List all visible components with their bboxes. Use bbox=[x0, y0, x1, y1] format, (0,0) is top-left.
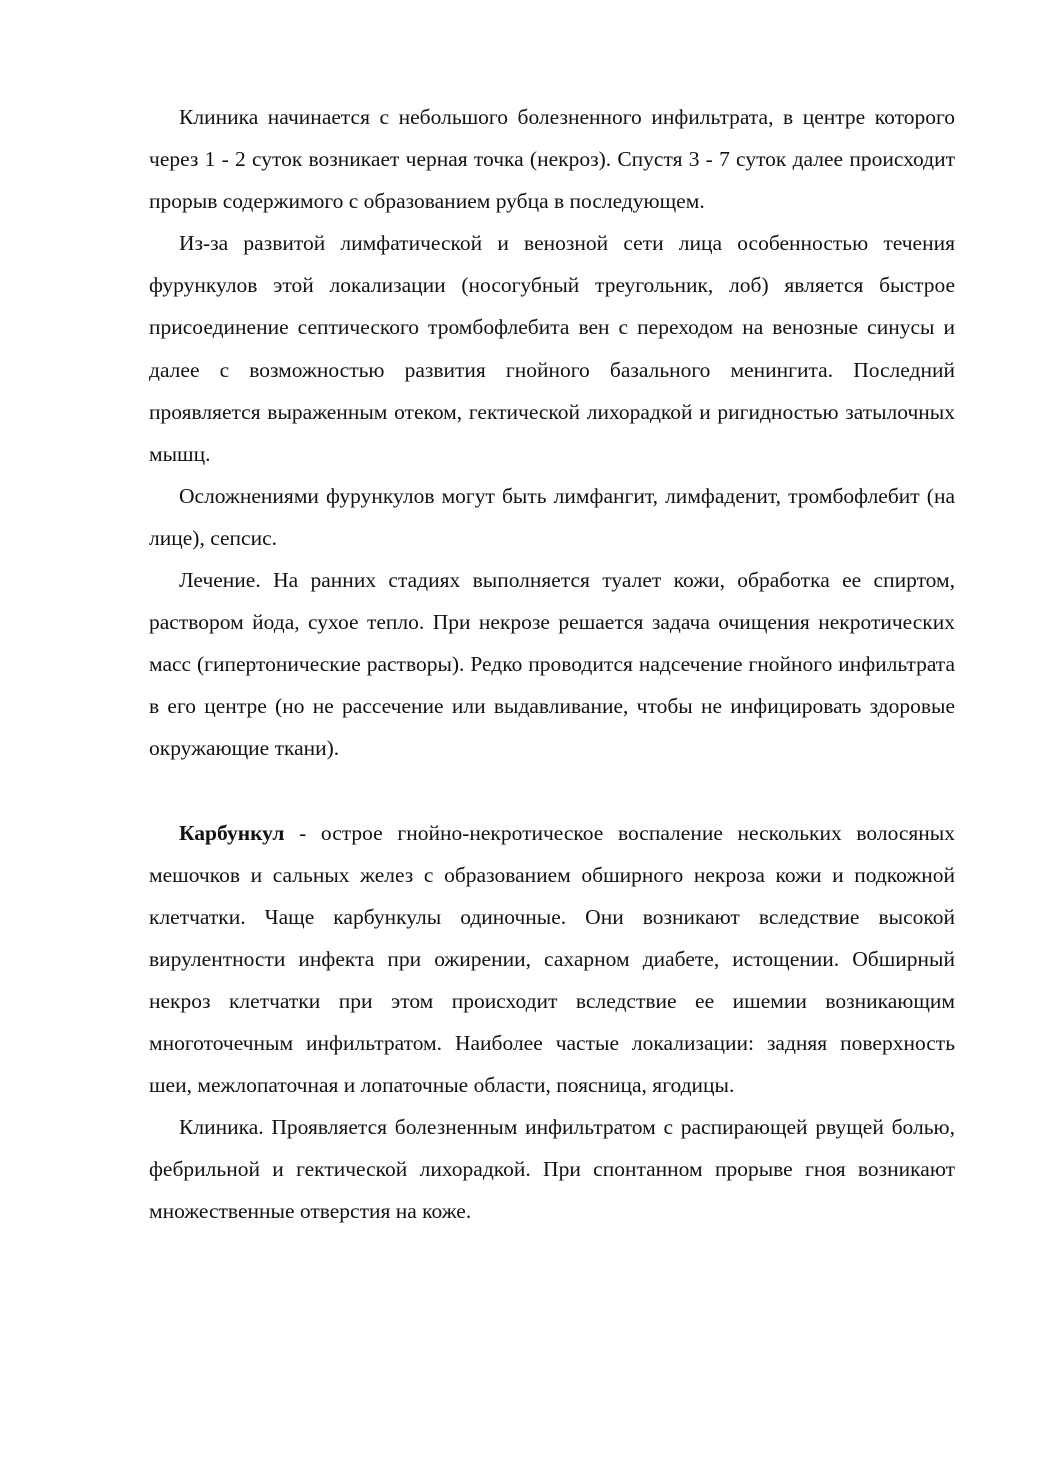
paragraph-complications: Осложнениями фурункулов могут быть лимфангит, лимфаденит, тромбофлебит (на лице), сепсис. bbox=[149, 483, 955, 550]
paragraph-carbuncle-clinic: Клиника. Проявляется болезненным инфильтратом с распирающей рвущей болью, фебрильной и гектической лихорадкой. При спонтанном прорыве гноя возникают множественные отверстия на коже. bbox=[149, 1115, 955, 1224]
paragraph-treatment: Лечение. На ранних стадиях выполняется туалет кожи, обработка ее спиртом, раствором йода, сухое тепло. При некрозе решается задача очищения некротических масс (гипертонические растворы). Редко проводится надсечение гнойного инфильтрата в его центре (но не рассечение или выдавливание, чтобы не инфицировать здоровые окружающие ткани). bbox=[149, 568, 955, 761]
document-page bbox=[149, 96, 955, 1232]
paragraph-furuncle-clinic: Клиника начинается с небольшого болезненного инфильтрата, в центре которого через 1 - 2 суток возникает черная точка (некроз). Спустя 3 - 7 суток далее происходит прорыв содержимого с образованием рубца в последующем. bbox=[149, 105, 955, 214]
section-gap bbox=[149, 770, 955, 812]
paragraph-face-localization: Из-за развитой лимфатической и венозной сети лица особенностью течения фурункулов этой локализации (носогубный треугольник, лоб) является быстрое присоединение септического тромбофлебита вен с переходом на венозные синусы и далее с возможностью развития гнойного базального менингита. Последний проявляется выраженным отеком, гектической лихорадкой и ригидностью затылочных мышц. bbox=[149, 231, 955, 466]
carbuncle-term: Карбункул bbox=[179, 820, 285, 845]
paragraph-carbuncle-definition bbox=[149, 812, 955, 1107]
carbuncle-definition-text: - острое гнойно-некротическое воспаление нескольких волосяных мешочков и сальных желез с образованием обширного некроза кожи и подкожной клетчатки. Чаще карбункулы одиночные. Они возникают вследствие высокой вирулентности инфекта при ожирении, сахарном диабете, истощении. Обширный некроз клетчатки при этом происходит вследствие ее ишемии возникающим многоточечным инфильтратом. Наиболее частые локализации: задняя поверхность шеи, межлопаточная и лопаточные области, поясница, ягодицы. bbox=[149, 820, 955, 1098]
